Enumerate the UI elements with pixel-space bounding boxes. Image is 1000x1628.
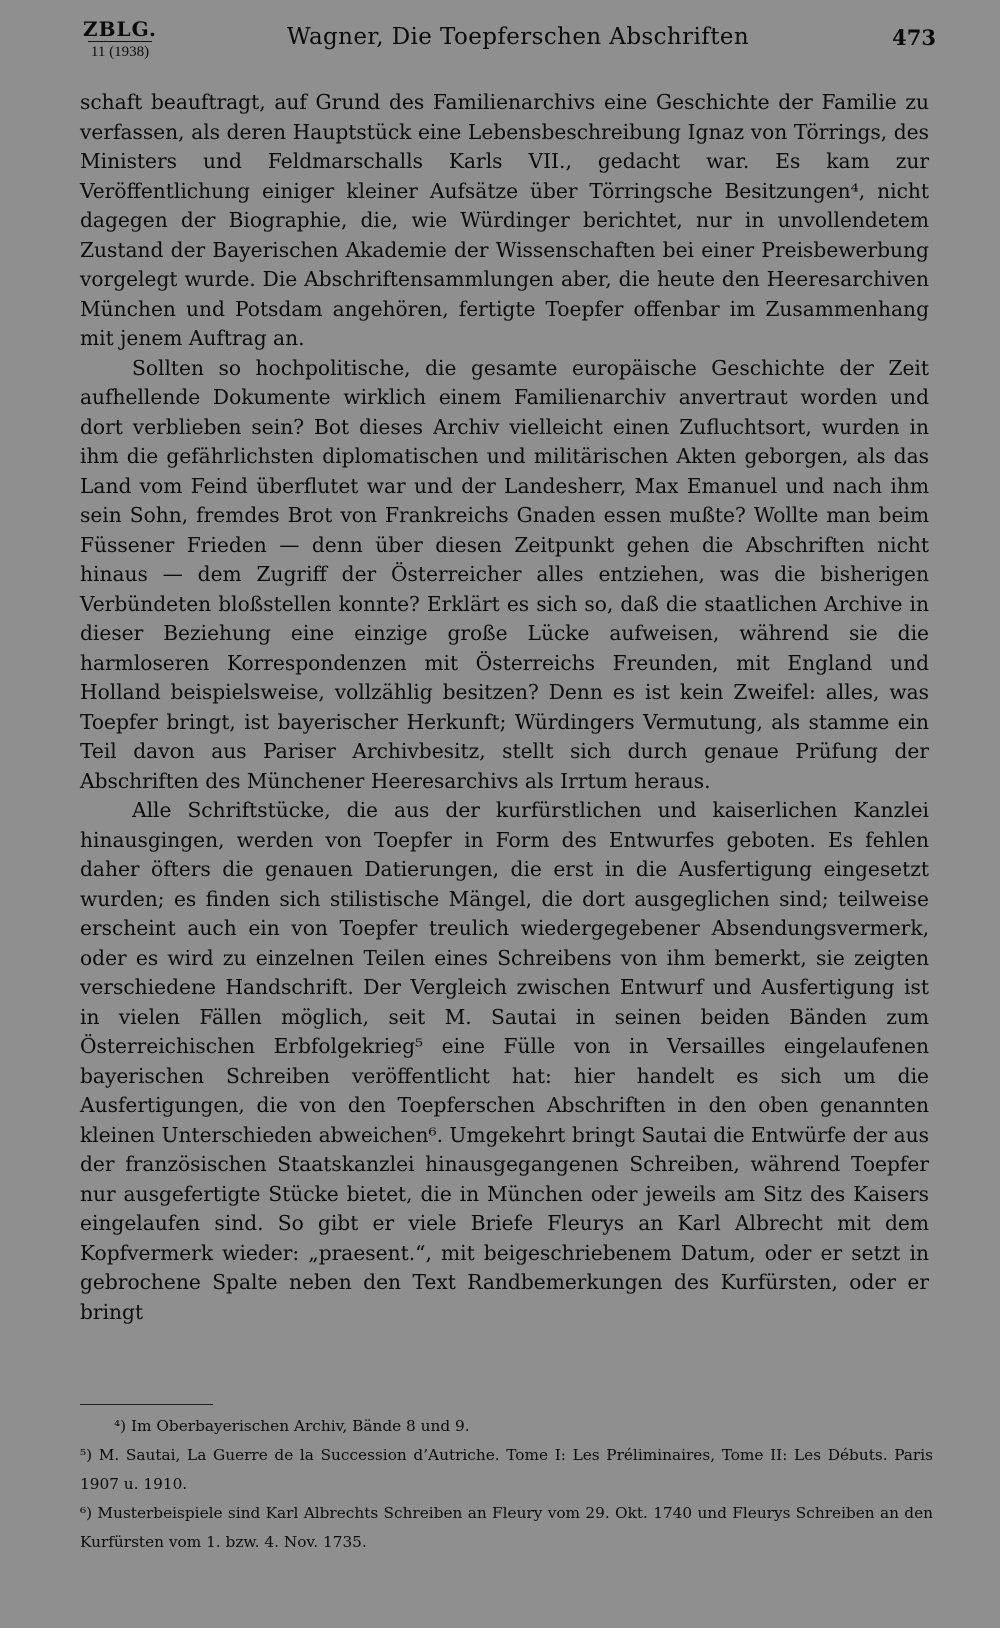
main-text [80, 88, 929, 1327]
paragraph-1: schaft beauftragt, auf Grund des Familienarchivs eine Geschichte der Familie zu verfassen, als deren Hauptstück eine Lebensbeschreibung Ignaz von Törrings, des Ministers und Feldmarschalls Karls VII., gedacht war. Es kam zur Veröffentlichung einiger kleiner Aufsätze über Törringsche Besitzungen⁴, nicht dagegen der Biographie, die, wie Würdinger berichtet, nur in unvollendetem Zustand der Bayerischen Akademie der Wissenschaften bei einer Preisbewerbung vorgelegt wurde. Die Abschriftensammlungen aber, die heute den Heeresarchiven München und Potsdam angehören, fertigte Toepfer offenbar im Zusammenhang mit jenem Auftrag an. [80, 90, 929, 350]
footnote-5: ⁵) M. Sautai, La Guerre de la Succession d’Autriche. Tome I: Les Préliminaires, Tome II: Les Débuts. Paris 1907 u. 1910. [80, 1446, 933, 1493]
page-number: 473 [892, 25, 936, 50]
running-head [78, 16, 936, 68]
running-title: Wagner, Die Toepferschen Abschriften [286, 24, 750, 50]
footnotes [80, 1412, 933, 1557]
paragraph-2: Sollten so hochpolitische, die gesamte europäische Geschichte der Zeit aufhellende Dokumente wirklich einem Familienarchiv anvertraut worden und dort verblieben sein? Bot dieses Archiv vielleicht einen Zufluchtsort, wurden in ihm die gefährlichsten diplomatischen und militärischen Akten geborgen, als das Land vom Feind überflutet war und der Landesherr, Max Emanuel und nach ihm sein Sohn, fremdes Brot von Frankreichs Gnaden essen mußte? Wollte man beim Füssener Frieden — denn über diesen Zeitpunkt gehen die Abschriften nicht hinaus — dem Zugriff der Österreicher alles entziehen, was die bisherigen Verbündeten bloßstellen konnte? Erklärt es sich so, daß die staatlichen Archive in dieser Beziehung eine einzige große Lücke aufweisen, während sie die harmloseren Korrespondenzen mit Österreichs Freunden, mit England und Holland beispielsweise, vollzählig besitzen? Denn es ist kein Zweifel: alles, was Toepfer bringt, ist bayerischer Herkunft; Würdingers Vermutung, als stamme ein Teil davon aus Pariser Archivbesitz, stellt sich durch genaue Prüfung der Abschriften des Münchener Heeresarchivs als Irrtum heraus. [80, 355, 929, 793]
journal-divider [88, 41, 152, 42]
journal-reference [80, 18, 160, 61]
journal-volume: 11 (1938) [90, 44, 150, 60]
footnote-divider [80, 1404, 213, 1405]
footnote-4: ⁴) Im Oberbayerischen Archiv, Bände 8 und 9. [114, 1417, 470, 1435]
journal-abbreviation: ZBLG. [83, 17, 157, 41]
footnote-6: ⁶) Musterbeispiele sind Karl Albrechts Schreiben an Fleury vom 29. Okt. 1740 und Fleurys Schreiben an den Kurfürsten vom 1. bzw. 4. Nov. 1735. [80, 1504, 933, 1551]
paragraph-3: Alle Schriftstücke, die aus der kurfürstlichen und kaiserlichen Kanzlei hinausgingen, werden von Toepfer in Form des Entwurfes geboten. Es fehlen daher öfters die genauen Datierungen, die erst in die Ausfertigung eingesetzt wurden; es finden sich stilistische Mängel, die dort ausgeglichen sind; teilweise erscheint auch ein von Toepfer treulich wiedergegebener Absendungsvermerk, oder es wird zu einzelnen Teilen eines Schreibens von ihm bemerkt, sie zeigten verschiedene Handschrift. Der Vergleich zwischen Entwurf und Ausfertigung ist in vielen Fällen möglich, seit M. Sautai in seinen beiden Bänden zum Österreichischen Erbfolgekrieg⁵ eine Fülle von in Versailles eingelaufenen bayerischen Schreiben veröffentlicht hat: hier handelt es sich um die Ausfertigungen, die von den Toepferschen Abschriften in den oben genannten kleinen Unterschieden abweichen⁶. Umgekehrt bringt Sautai die Entwürfe der aus der französischen Staatskanzlei hinausgegangenen Schreiben, während Toepfer nur ausgefertigte Stücke bietet, die in München oder jeweils am Sitz des Kaisers eingelaufen sind. So gibt er viele Briefe Fleurys an Karl Albrecht mit dem Kopfvermerk wieder: „praesent.“, mit beigeschriebenem Datum, oder er setzt in gebrochene Spalte neben den Text Randbemerkungen des Kurfürsten, oder er bringt [80, 798, 929, 1324]
